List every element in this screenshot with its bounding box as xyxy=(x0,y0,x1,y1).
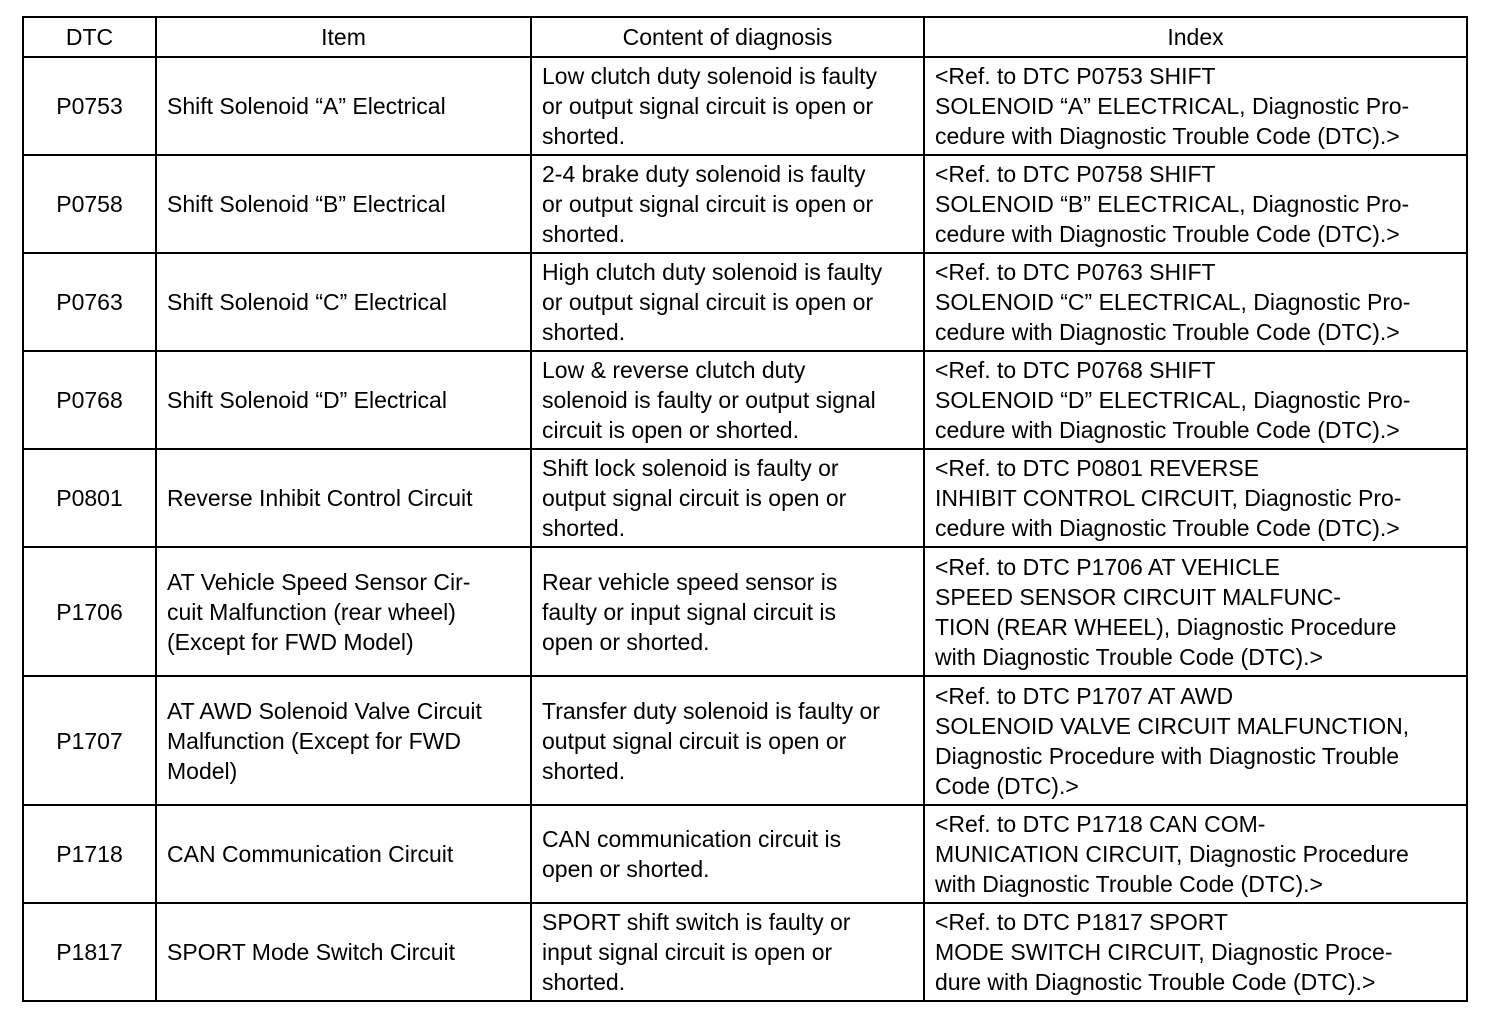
item-cell: Shift Solenoid “C” Electrical xyxy=(156,253,531,351)
content-cell: SPORT shift switch is faulty or input signal circuit is open or shorted. xyxy=(531,903,924,1001)
table-row xyxy=(23,805,1467,903)
index-cell: <Ref. to DTC P1707 AT AWD SOLENOID VALVE CIRCUIT MALFUNCTION, Diagnostic Procedure with Diagnostic Trouble Code (DTC).> xyxy=(924,676,1467,805)
content-cell: Low & reverse clutch duty solenoid is faulty or output signal circuit is open or shorted. xyxy=(531,351,924,449)
content-cell: High clutch duty solenoid is faulty or output signal circuit is open or shorted. xyxy=(531,253,924,351)
table-row xyxy=(23,676,1467,805)
table-row xyxy=(23,57,1467,155)
table-row xyxy=(23,547,1467,676)
table-row xyxy=(23,449,1467,547)
header-index: Index xyxy=(924,17,1467,57)
item-cell: SPORT Mode Switch Circuit xyxy=(156,903,531,1001)
header-content: Content of diagnosis xyxy=(531,17,924,57)
index-cell: <Ref. to DTC P0753 SHIFT SOLENOID “A” ELECTRICAL, Diagnostic Pro- cedure with Diagnostic Trouble Code (DTC).> xyxy=(924,57,1467,155)
item-cell: CAN Communication Circuit xyxy=(156,805,531,903)
index-cell: <Ref. to DTC P1706 AT VEHICLE SPEED SENSOR CIRCUIT MALFUNC- TION (REAR WHEEL), Diagnostic Procedure with Diagnostic Trouble Code (DTC).> xyxy=(924,547,1467,676)
table-row xyxy=(23,351,1467,449)
content-cell: CAN communication circuit is open or shorted. xyxy=(531,805,924,903)
dtc-code: P0801 xyxy=(23,449,156,547)
dtc-code: P0753 xyxy=(23,57,156,155)
table-row xyxy=(23,903,1467,1001)
header-dtc: DTC xyxy=(23,17,156,57)
content-cell: 2-4 brake duty solenoid is faulty or output signal circuit is open or shorted. xyxy=(531,155,924,253)
item-cell: AT AWD Solenoid Valve Circuit Malfunction (Except for FWD Model) xyxy=(156,676,531,805)
table-row xyxy=(23,155,1467,253)
dtc-code: P1707 xyxy=(23,676,156,805)
content-cell: Transfer duty solenoid is faulty or output signal circuit is open or shorted. xyxy=(531,676,924,805)
dtc-code: P1718 xyxy=(23,805,156,903)
dtc-code: P1817 xyxy=(23,903,156,1001)
index-cell: <Ref. to DTC P1718 CAN COM- MUNICATION CIRCUIT, Diagnostic Procedure with Diagnostic Trouble Code (DTC).> xyxy=(924,805,1467,903)
index-cell: <Ref. to DTC P0801 REVERSE INHIBIT CONTROL CIRCUIT, Diagnostic Pro- cedure with Diagnostic Trouble Code (DTC).> xyxy=(924,449,1467,547)
dtc-table xyxy=(22,16,1468,1002)
dtc-code: P0758 xyxy=(23,155,156,253)
item-cell: Shift Solenoid “B” Electrical xyxy=(156,155,531,253)
content-cell: Shift lock solenoid is faulty or output signal circuit is open or shorted. xyxy=(531,449,924,547)
content-cell: Rear vehicle speed sensor is faulty or input signal circuit is open or shorted. xyxy=(531,547,924,676)
index-cell: <Ref. to DTC P0768 SHIFT SOLENOID “D” ELECTRICAL, Diagnostic Pro- cedure with Diagnostic Trouble Code (DTC).> xyxy=(924,351,1467,449)
dtc-code: P0768 xyxy=(23,351,156,449)
header-item: Item xyxy=(156,17,531,57)
item-cell: Shift Solenoid “D” Electrical xyxy=(156,351,531,449)
dtc-code: P1706 xyxy=(23,547,156,676)
table-row xyxy=(23,253,1467,351)
content-cell: Low clutch duty solenoid is faulty or output signal circuit is open or shorted. xyxy=(531,57,924,155)
index-cell: <Ref. to DTC P0763 SHIFT SOLENOID “C” ELECTRICAL, Diagnostic Pro- cedure with Diagnostic Trouble Code (DTC).> xyxy=(924,253,1467,351)
item-cell: Shift Solenoid “A” Electrical xyxy=(156,57,531,155)
dtc-code: P0763 xyxy=(23,253,156,351)
header-row xyxy=(23,17,1467,57)
index-cell: <Ref. to DTC P1817 SPORT MODE SWITCH CIRCUIT, Diagnostic Proce- dure with Diagnostic Trouble Code (DTC).> xyxy=(924,903,1467,1001)
item-cell: Reverse Inhibit Control Circuit xyxy=(156,449,531,547)
item-cell: AT Vehicle Speed Sensor Cir- cuit Malfunction (rear wheel) (Except for FWD Model) xyxy=(156,547,531,676)
index-cell: <Ref. to DTC P0758 SHIFT SOLENOID “B” ELECTRICAL, Diagnostic Pro- cedure with Diagnostic Trouble Code (DTC).> xyxy=(924,155,1467,253)
